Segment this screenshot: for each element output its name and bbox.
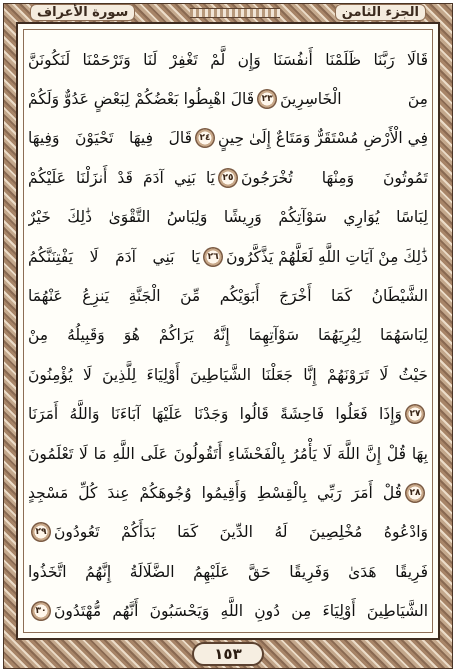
verse-text: قَالَا رَبَّنَا ظَلَمْنَا أَنفُسَنَا وَإِن لَّمْ تَغْفِرْ لَنَا وَتَرْحَمْنَا لَنَكُونَنَّ bbox=[28, 50, 428, 69]
text-line bbox=[28, 513, 428, 552]
verse-text: مِنَ الْخَاسِرِينَ bbox=[280, 90, 428, 109]
text-line bbox=[28, 237, 428, 276]
verse-text: بِهَا قُلْ إِنَّ اللَّهَ لَا يَأْمُرُ بِالْفَحْشَاءِ أَتَقُولُونَ عَلَى اللَّهِ مَا لَا تَعْلَمُونَ bbox=[28, 444, 428, 463]
verse-text: فِي الْأَرْضِ مُسْتَقَرٌّ وَمَتَاعٌ إِلَىٰ حِينٍ bbox=[218, 129, 428, 148]
page-header bbox=[16, 3, 440, 22]
page-number: ١٥٣ bbox=[214, 645, 242, 663]
header-ornament bbox=[190, 8, 280, 18]
ayah-number-marker: ٢٧ bbox=[405, 404, 425, 424]
verse-text: لِبَاسَهُمَا لِيُرِيَهُمَا سَوْآتِهِمَا إِنَّهُ يَرَاكُمْ هُوَ وَقَبِيلُهُ مِنْ bbox=[28, 326, 428, 345]
text-line bbox=[28, 40, 428, 79]
verse-text: فَرِيقًا هَدَىٰ وَفَرِيقًا حَقَّ عَلَيْهِمُ الضَّلَالَةُ إِنَّهُمُ اتَّخَذُوا bbox=[28, 562, 428, 581]
text-line bbox=[28, 355, 428, 394]
page-number-badge bbox=[192, 642, 264, 666]
surah-name-label: سورة الأعراف bbox=[30, 4, 135, 21]
text-line bbox=[28, 473, 428, 512]
text-line bbox=[28, 276, 428, 315]
ayah-number-marker: ٢٤ bbox=[195, 128, 215, 148]
juz-name-label: الجزء الثامن bbox=[335, 4, 426, 21]
verse-text: قَالَ فِيهَا تَحْيَوْنَ وَفِيهَا bbox=[28, 129, 193, 148]
verse-text: الشَّيْطَانُ كَمَا أَخْرَجَ أَبَوَيْكُم مِّنَ الْجَنَّةِ يَنزِعُ عَنْهُمَا bbox=[28, 287, 428, 306]
ayah-number-marker: ٢٩ bbox=[31, 522, 51, 542]
text-line bbox=[28, 395, 428, 434]
ayah-number-marker: ٢٨ bbox=[405, 483, 425, 503]
verse-text: يَا بَنِي آدَمَ قَدْ أَنزَلْنَا عَلَيْكُمْ bbox=[28, 168, 215, 187]
text-line bbox=[28, 316, 428, 355]
verse-text: يَا بَنِي آدَمَ لَا يَفْتِنَنَّكُمُ bbox=[28, 247, 201, 266]
text-line bbox=[28, 79, 428, 118]
ayah-number-marker: ٢٥ bbox=[218, 168, 238, 188]
text-line bbox=[28, 198, 428, 237]
text-line bbox=[28, 591, 428, 630]
verse-text: لِبَاسًا يُوَارِي سَوْآتِكُمْ وَرِيشًا وَلِبَاسُ التَّقْوَىٰ ذَٰلِكَ خَيْرٌ bbox=[28, 208, 428, 227]
verse-text: الشَّيَاطِينَ أَوْلِيَاءَ مِن دُونِ اللَّهِ وَيَحْسَبُونَ أَنَّهُم مُّهْتَدُونَ bbox=[54, 602, 428, 621]
verse-text: قَالَ اهْبِطُوا بَعْضُكُمْ لِبَعْضٍ عَدُوٌّ وَلَكُمْ bbox=[28, 90, 255, 109]
quran-text-block bbox=[28, 40, 428, 632]
text-line bbox=[28, 119, 428, 158]
verse-text: وَإِذَا فَعَلُوا فَاحِشَةً قَالُوا وَجَدْنَا عَلَيْهَا آبَاءَنَا وَاللَّهُ أَمَرَنَا bbox=[28, 405, 402, 424]
ayah-number-marker: ٢٦ bbox=[203, 247, 223, 267]
verse-text: ذَٰلِكَ مِنْ آيَاتِ اللَّهِ لَعَلَّهُمْ يَذَّكَّرُونَ bbox=[226, 247, 428, 266]
ayah-number-marker: ٣٠ bbox=[31, 601, 51, 621]
verse-text: قُلْ أَمَرَ رَبِّي بِالْقِسْطِ وَأَقِيمُوا وُجُوهَكُمْ عِندَ كُلِّ مَسْجِدٍ bbox=[28, 483, 402, 502]
text-line bbox=[28, 158, 428, 197]
verse-text: حَيْثُ لَا تَرَوْنَهُمْ إِنَّا جَعَلْنَا الشَّيَاطِينَ أَوْلِيَاءَ لِلَّذِينَ لَا يُؤْمِنُونَ bbox=[28, 365, 428, 384]
verse-text: تَمُوتُونَ وَمِنْهَا تُخْرَجُونَ bbox=[241, 168, 428, 187]
text-line bbox=[28, 434, 428, 473]
ayah-number-marker: ٢٣ bbox=[257, 89, 277, 109]
verse-text: وَادْعُوهُ مُخْلِصِينَ لَهُ الدِّينَ كَمَا بَدَأَكُمْ تَعُودُونَ bbox=[54, 523, 428, 542]
text-line bbox=[28, 552, 428, 591]
